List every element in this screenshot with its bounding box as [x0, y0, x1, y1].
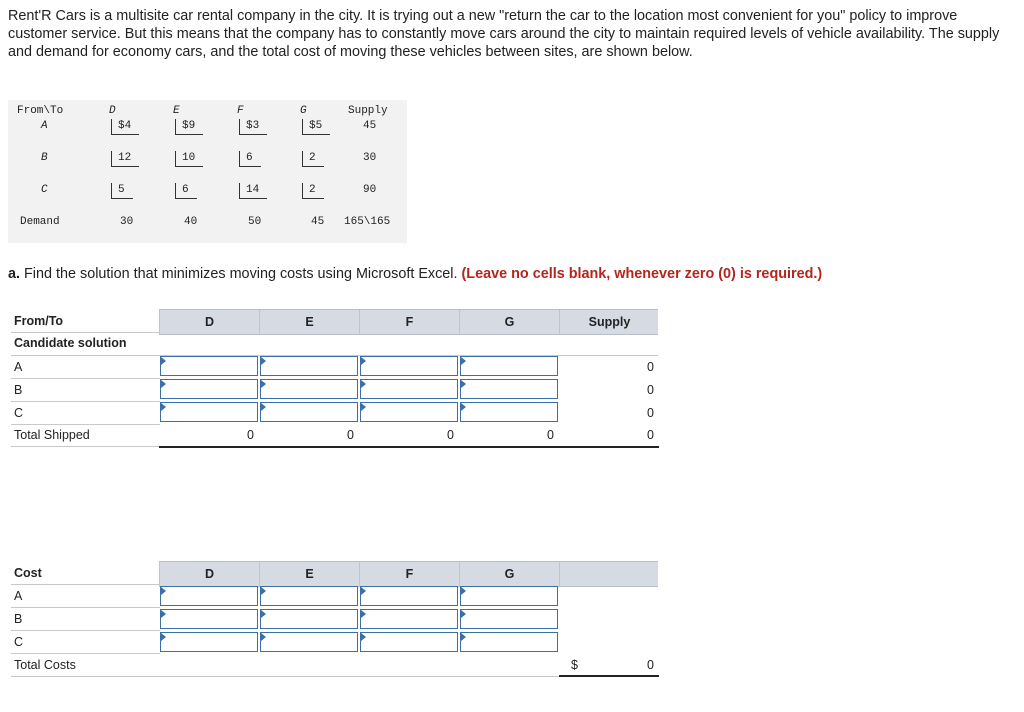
- solution-col-supply: Supply: [559, 310, 659, 334]
- total-shipped-label: Total Shipped: [14, 428, 90, 442]
- cost-title: Cost: [11, 562, 160, 585]
- cost-c-f: 14: [239, 183, 267, 199]
- solution-title: From/To: [11, 310, 160, 333]
- solution-col-e: E: [259, 310, 359, 334]
- cost-c-d-input[interactable]: [160, 632, 258, 652]
- solution-col-d: D: [159, 310, 259, 334]
- solution-row-a-label: A: [11, 356, 160, 379]
- cost-c-g-input[interactable]: [460, 632, 558, 652]
- row-label-a: A: [41, 120, 48, 132]
- question-body: Find the solution that minimizes moving costs using Microsoft Excel.: [20, 266, 462, 282]
- total-costs-label: Total Costs: [14, 658, 76, 672]
- row-label-b: B: [41, 152, 48, 164]
- total-shipped-g: 0: [547, 428, 554, 442]
- col-header-e: E: [173, 105, 180, 117]
- solution-c-supply: 0: [647, 406, 654, 420]
- cost-a-f-input[interactable]: [360, 586, 458, 606]
- col-header-g: G: [300, 105, 307, 117]
- solution-c-f-input[interactable]: [360, 402, 458, 422]
- solution-a-e-input[interactable]: [260, 356, 358, 376]
- cost-row-b-label: B: [11, 608, 160, 631]
- total-shipped-supply: 0: [647, 428, 654, 442]
- cost-a-e-input[interactable]: [260, 586, 358, 606]
- total-costs-currency: $: [571, 658, 578, 672]
- cost-c-e: 6: [175, 183, 197, 199]
- demand-g: 45: [311, 216, 325, 228]
- row-label-c: C: [41, 184, 48, 196]
- cost-col-f: F: [359, 562, 459, 586]
- solution-col-f: F: [359, 310, 459, 334]
- candidate-solution-grid: [11, 309, 659, 449]
- cost-b-f-input[interactable]: [360, 609, 458, 629]
- given-data-table: [8, 100, 407, 243]
- cost-header-bar: [159, 561, 658, 587]
- supply-c: 90: [363, 184, 377, 196]
- cost-grid: [11, 561, 659, 679]
- cost-col-g: G: [459, 562, 559, 586]
- cost-row-a-label: A: [11, 585, 160, 608]
- cost-a-d-input[interactable]: [160, 586, 258, 606]
- cost-b-g-input[interactable]: [460, 609, 558, 629]
- solution-b-supply: 0: [647, 383, 654, 397]
- total-shipped-e: 0: [347, 428, 354, 442]
- cost-b-d-input[interactable]: [160, 609, 258, 629]
- demand-d: 30: [120, 216, 134, 228]
- cost-b-d: 12: [111, 151, 139, 167]
- col-header-f: F: [237, 105, 244, 117]
- cost-c-f-input[interactable]: [360, 632, 458, 652]
- cost-b-f: 6: [239, 151, 261, 167]
- cost-col-e: E: [259, 562, 359, 586]
- solution-c-g-input[interactable]: [460, 402, 558, 422]
- cost-b-e-input[interactable]: [260, 609, 358, 629]
- cost-col-d: D: [159, 562, 259, 586]
- total-shipped-d: 0: [247, 428, 254, 442]
- cost-c-d: 5: [111, 183, 133, 199]
- cost-c-g: 2: [302, 183, 324, 199]
- question-prefix: a.: [8, 266, 21, 282]
- cost-c-e-input[interactable]: [260, 632, 358, 652]
- total-shipped-f: 0: [447, 428, 454, 442]
- cost-a-e: $9: [175, 119, 203, 135]
- cost-a-d: $4: [111, 119, 139, 135]
- solution-a-g-input[interactable]: [460, 356, 558, 376]
- solution-a-d-input[interactable]: [160, 356, 258, 376]
- solution-c-d-input[interactable]: [160, 402, 258, 422]
- question-text: [8, 266, 822, 282]
- question-requirement: (Leave no cells blank, whenever zero (0) is required.): [461, 266, 823, 282]
- corner-label: From\To: [17, 105, 64, 117]
- solution-row-c-label: C: [11, 402, 160, 425]
- solution-header-bar: [159, 309, 658, 335]
- demand-label: Demand: [20, 216, 60, 228]
- solution-b-d-input[interactable]: [160, 379, 258, 399]
- solution-a-supply: 0: [647, 360, 654, 374]
- supply-a: 45: [363, 120, 377, 132]
- problem-description: Rent'R Cars is a multisite car rental company in the city. It is trying out a new "return the car to the location most convenient for you" policy to improve customer service. But this means that the company has to constantly move cars around the city to maintain required levels of vehicle availability. The supply and demand for economy cars, and the total cost of moving these vehicles between sites, are shown below.: [8, 8, 1000, 60]
- solution-c-e-input[interactable]: [260, 402, 358, 422]
- solution-col-g: G: [459, 310, 559, 334]
- cost-a-g: $5: [302, 119, 330, 135]
- cost-a-f: $3: [239, 119, 267, 135]
- total-costs-value: 0: [647, 658, 654, 672]
- solution-row-b-label: B: [11, 379, 160, 402]
- cost-row-c-label: C: [11, 631, 160, 654]
- solution-b-g-input[interactable]: [460, 379, 558, 399]
- solution-subtitle: Candidate solution: [14, 336, 127, 350]
- cost-b-g: 2: [302, 151, 324, 167]
- solution-a-f-input[interactable]: [360, 356, 458, 376]
- cost-col-blank: [559, 562, 659, 586]
- solution-b-e-input[interactable]: [260, 379, 358, 399]
- col-header-d: D: [109, 105, 116, 117]
- demand-f: 50: [248, 216, 262, 228]
- total-supply-demand: 165\165: [344, 216, 391, 228]
- demand-e: 40: [184, 216, 198, 228]
- supply-header: Supply: [348, 105, 388, 117]
- cost-a-g-input[interactable]: [460, 586, 558, 606]
- supply-b: 30: [363, 152, 377, 164]
- cost-b-e: 10: [175, 151, 203, 167]
- solution-b-f-input[interactable]: [360, 379, 458, 399]
